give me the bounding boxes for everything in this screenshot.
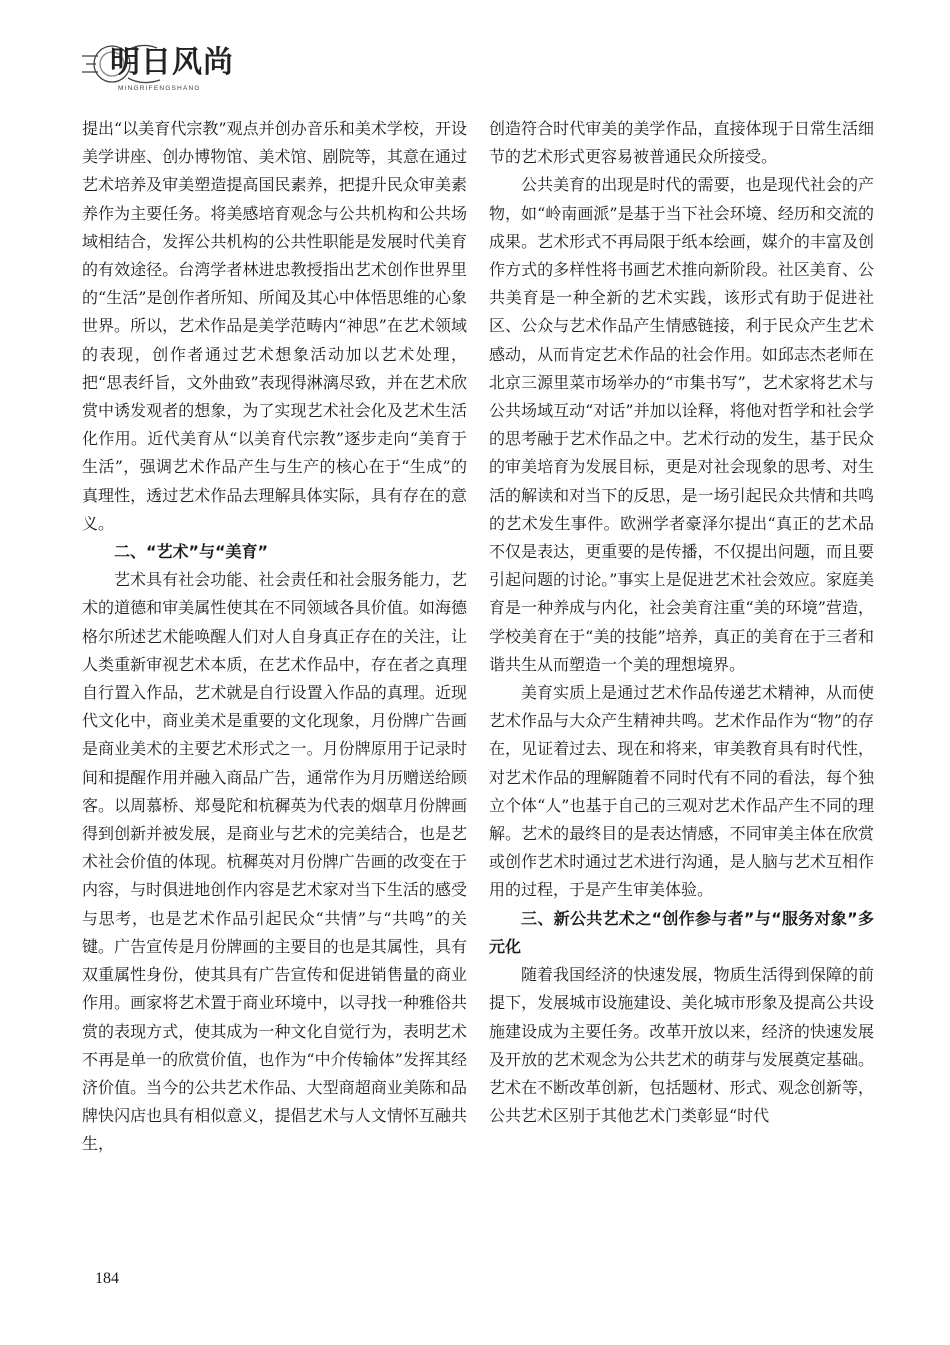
magazine-logo-title: 明日风尚 — [110, 45, 234, 80]
section-heading-2: 二、“艺术”与“美育” — [114, 542, 269, 562]
paragraph: 随着我国经济的快速发展，物质生活得到保障的前提下，发展城市设施建设、美化城市形象及提高公共设施建设成为主要任务。改革开放以来，经济的快速发展及开放的艺术观念为公共艺术的萌芽与发展奠定基础。艺术在不断改革创新，包括题材、形式、观念创新等，公共艺术区别于其他艺术门类彰显“时代 — [489, 965, 874, 1126]
section-heading-3: 三、新公共艺术之“创作参与者”与“服务对象”多元化 — [489, 908, 874, 956]
paragraph: 艺术具有社会功能、社会责任和社会服务能力，艺术的道德和审美属性使其在不同领域各具价值。如海德格尔所述艺术能唤醒人们对人自身真正存在的关注，让人类重新审视艺术本质，在艺术作品中，存在者之真理自行置入作品，艺术就是自行设置入作品的真理。近现代文化中，商业美术是重要的文化现象，月份牌广告画是商业美术的主要艺术形式之一。月份牌原用于记录时间和提醒作用并融入商品广告，通常作为月历赠送给顾客。以周慕桥、郑曼陀和杭穉英为代表的烟草月份牌画得到创新并被发展，是商业与艺术的完美结合，也是艺术社会价值的体现。杭穉英对月份牌广告画的改变在于内容，与时俱进地创作内容是艺术家对当下生活的感受与思考，也是艺术作品引起民众“共情”与“共鸣”的关键。广告宣传是月份牌画的主要目的也是其属性，具有双重属性身份，使其具有广告宣传和促进销售量的商业作用。画家将艺术置于商业环境中，以寻找一种雅俗共赏的表现方式，使其成为一种文化自觉行为，表明艺术不再是单一的欣赏价值，也作为“中介传输体”发挥其经济价值。当今的公共艺术作品、大型商超商业美陈和品牌快闪店也具有相似意义，提倡艺术与人文情怀互融共生， — [82, 570, 467, 1154]
right-column — [489, 115, 874, 1130]
magazine-logo-subtitle: MINGRIFENGSHANG — [118, 85, 201, 92]
paragraph: 美育实质上是通过艺术作品传递艺术精神，从而使艺术作品与大众产生精神共鸣。艺术作品作为“物”的存在，见证着过去、现在和将来，审美教育具有时代性，对艺术作品的理解随着不同时代有不同的看法，每个独立个体“人”也基于自己的三观对艺术作品产生不同的理解。艺术的最终目的是表达情感，不同审美主体在欣赏或创作艺术时通过艺术进行沟通，是人脑与艺术互相作用的过程，于是产生审美体验。 — [489, 683, 874, 900]
left-column — [82, 115, 467, 1159]
paragraph: 提出“以美育代宗教”观点并创办音乐和美术学校，开设美学讲座、创办博物馆、美术馆、剧院等，其意在通过艺术培养及审美塑造提高国民素养，把提升民众审美素养作为主要任务。将美感培育观念与公共机构和公共场域相结合，发挥公共机构的公共性职能是发展时代美育的有效途径。台湾学者林进忠教授指出艺术创作世界里的“生活”是创作者所知、所闻及其心中体悟思维的心象世界。所以，艺术作品是美学范畴内“神思”在艺术领域的表现，创作者通过艺术想象活动加以艺术处理，把“思表纤旨，文外曲致”表现得淋漓尽致，并在艺术欣赏中诱发观者的想象，为了实现艺术社会化及艺术生活化作用。近代美育从“以美育代宗教”逐步走向“美育于生活”，强调艺术作品产生与生产的核心在于“生成”的真理性，透过艺术作品去理解具体实际，具有存在的意义。 — [82, 119, 467, 533]
paragraph: 创造符合时代审美的美学作品，直接体现于日常生活细节的艺术形式更容易被普通民众所接受。 — [489, 119, 874, 167]
page-number: 184 — [95, 1270, 119, 1287]
paragraph: 公共美育的出现是时代的需要，也是现代社会的产物，如“岭南画派”是基于当下社会环境、经历和交流的成果。艺术形式不再局限于纸本绘画，媒介的丰富及创作方式的多样性将书画艺术推向新阶段。社区美育、公共美育是一种全新的艺术实践，该形式有助于促进社区、公众与艺术作品产生情感链接，利于民众产生艺术感动，从而肯定艺术作品的社会作用。如邱志杰老师在北京三源里菜市场举办的“市集书写”，艺术家将艺术与公共场域互动“对话”并加以诠释，将他对哲学和社会学的思考融于艺术作品之中。艺术行动的发生，基于民众的审美培育为发展目标，更是对社会现象的思考、对生活的解读和对当下的反思，是一场引起民众共情和共鸣的艺术发生事件。欧洲学者豪泽尔提出“真正的艺术品不仅是表达，更重要的是传播，不仅提出问题，而且要引起问题的讨论。”事实上是促进艺术社会效应。家庭美育是一种养成与内化，社会美育注重“美的环境”营造，学校美育在于“美的技能”培养，真正的美育在于三者和谐共生从而塑造一个美的理想境界。 — [489, 175, 874, 674]
